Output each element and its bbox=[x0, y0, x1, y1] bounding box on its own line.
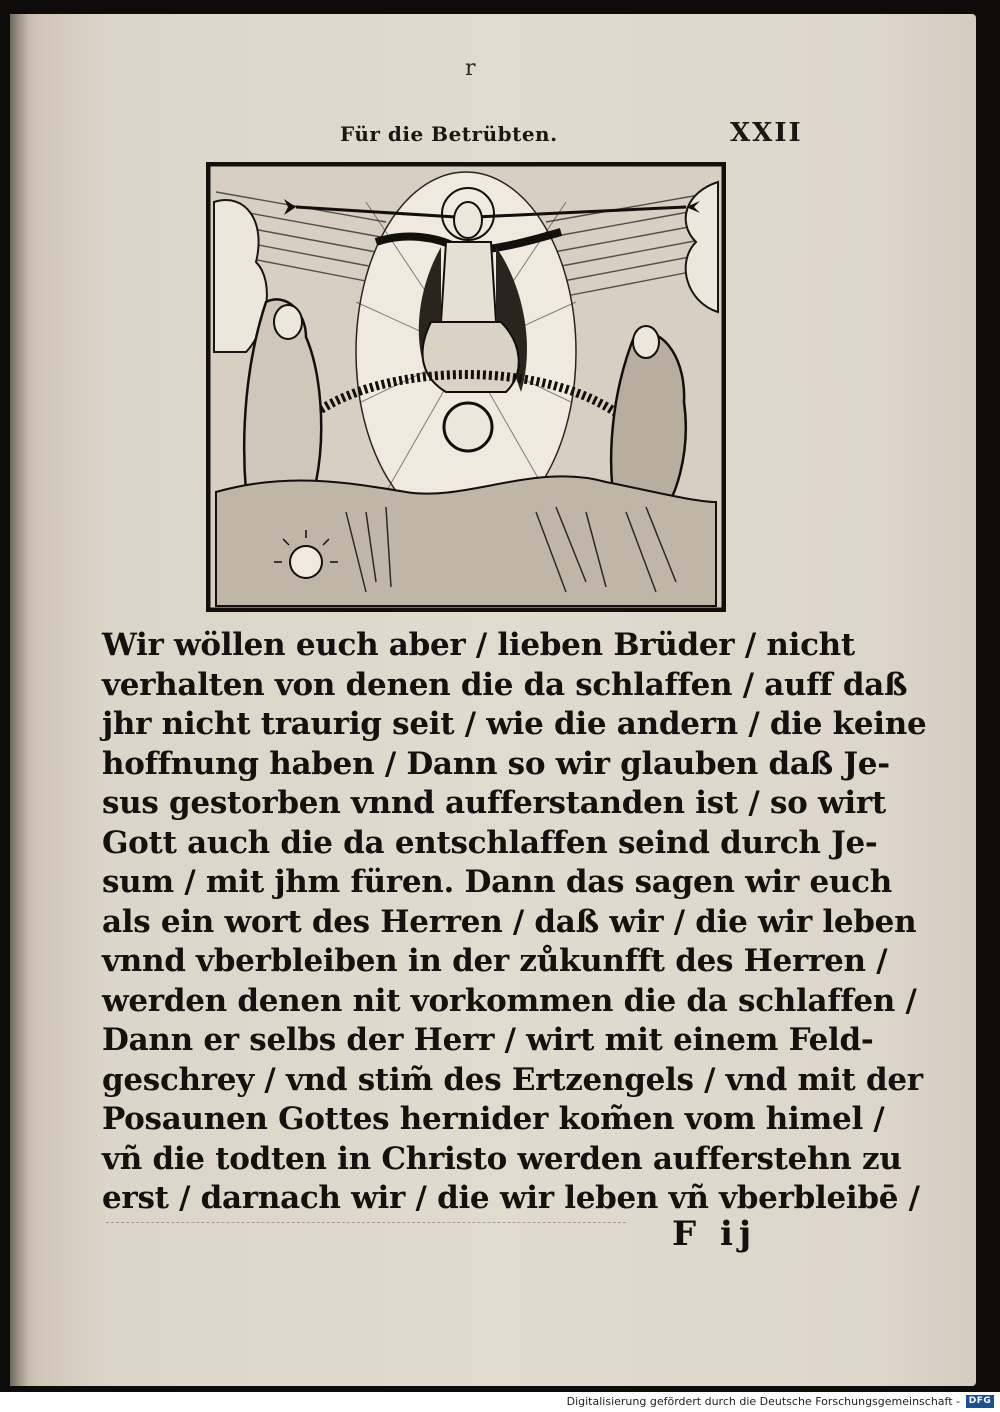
book-page bbox=[10, 14, 976, 1386]
text-line: Posaunen Gottes hernider kom̃en vom himel / bbox=[102, 1101, 885, 1137]
text-line: werden denen nit vorkommen die da schlaffen / bbox=[102, 982, 917, 1019]
text-line: verhalten von denen die da schlaffen / auff daß bbox=[102, 666, 908, 703]
rule-line bbox=[106, 1222, 626, 1223]
text-line: als ein wort des Herren / daß wir / die wir leben bbox=[102, 903, 917, 940]
footer-bar bbox=[0, 1392, 1000, 1412]
signature-mark: F ij bbox=[672, 1214, 758, 1254]
text-line: sus gestorben vnnd aufferstanden ist / so wirt bbox=[102, 785, 886, 821]
text-line: Wir wöllen euch aber / lieben Brüder / nicht bbox=[102, 627, 855, 663]
folio-number: XXII bbox=[730, 118, 803, 148]
body-text bbox=[102, 626, 927, 1219]
text-line: geschrey / vnd stim̃ des Ertzengels / vnd mit der bbox=[102, 1061, 923, 1098]
top-mark: r bbox=[465, 56, 476, 81]
running-head: Für die Betrübten. bbox=[340, 122, 558, 146]
page-gutter-shadow bbox=[10, 14, 28, 1386]
text-line: hoffnung haben / Dann so wir glauben daß Je- bbox=[102, 745, 890, 782]
text-line: vñ die todten in Christo werden aufferstehn zu bbox=[102, 1140, 902, 1177]
woodcut-illustration-icon bbox=[206, 162, 726, 612]
text-line: jhr nicht traurig seit / wie die andern / die keine bbox=[102, 706, 927, 742]
text-line: vnnd vberbleiben in der zůkunfft des Herren / bbox=[102, 943, 888, 979]
text-line: erst / darnach wir / die wir leben vñ vberbleibē / bbox=[102, 1180, 920, 1216]
text-line: Gott auch die da entschlaffen seind durch Je- bbox=[102, 824, 878, 861]
funding-credit: Digitalisierung gefördert durch die Deutsche Forschungsgemeinschaft - bbox=[566, 1395, 960, 1408]
text-line: Dann er selbs der Herr / wirt mit einem Feld- bbox=[102, 1022, 874, 1058]
dfg-logo-icon: DFG bbox=[966, 1395, 994, 1408]
text-line: sum / mit jhm füren. Dann das sagen wir euch bbox=[102, 864, 892, 900]
